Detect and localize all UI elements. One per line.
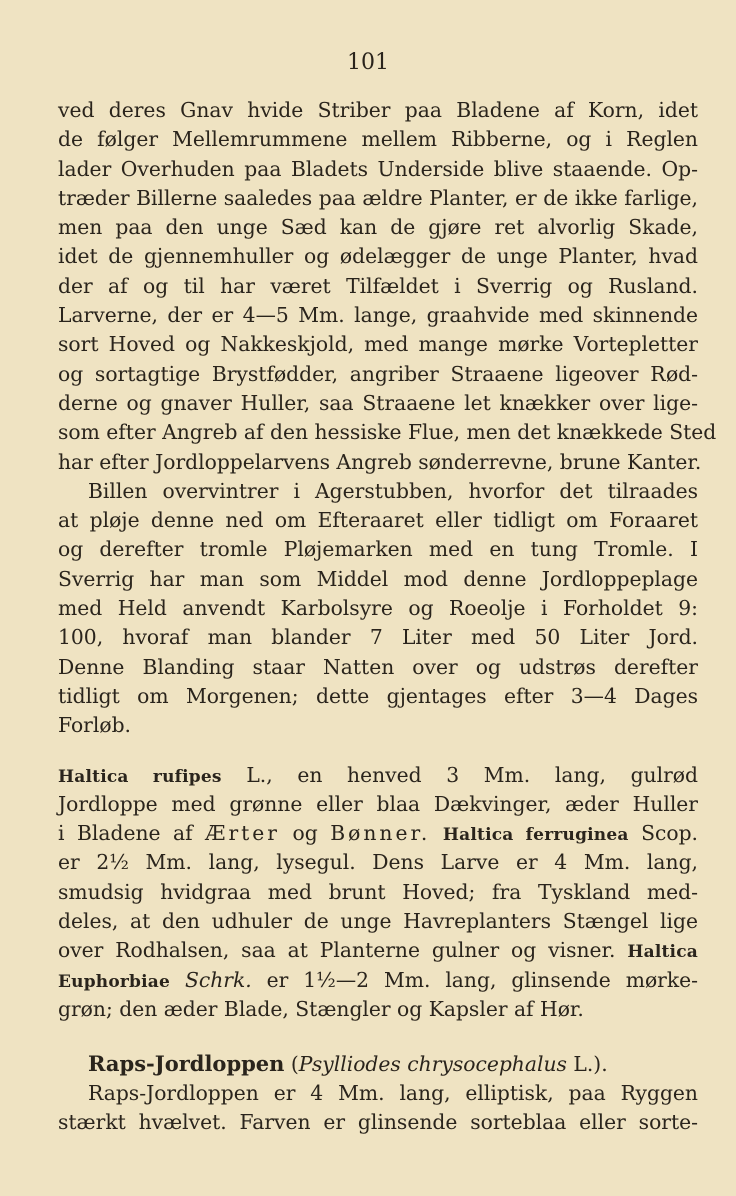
text-line: som efter Angreb af den hessiske Flue, men det knækkede Sted: [58, 420, 717, 445]
paragraph-control: [58, 477, 698, 741]
text-line: [58, 936, 698, 965]
text-line: derne og gnaver Huller, saa Straaene let knækker over lige-: [58, 390, 698, 415]
page-number: 101: [347, 50, 389, 75]
text-line: har efter Jordloppelarvens Angreb sønderrevne, brune Kanter.: [58, 449, 702, 474]
body-text: [58, 96, 717, 1137]
text-line: 100, hvoraf man blander 7 Liter med 50 Liter Jord.: [58, 625, 698, 650]
text-run: L., en henved 3 Mm. lang, gulrød: [221, 762, 698, 787]
text-run: er 1½—2 Mm. lang, glinsende mørke-: [251, 967, 698, 992]
text-run: over Rodhalsen, saa at Planterne gulner og visner.: [58, 938, 616, 963]
species-name: Haltica rufipes: [58, 766, 222, 787]
text-run: Scop.: [628, 821, 699, 846]
text-line: og sortagtige Brystfødder, angriber Straaene ligeover Rød-: [58, 361, 698, 386]
latin-name: Psylliodes chrysocephalus: [298, 1052, 567, 1077]
text-line: Forløb.: [58, 713, 131, 738]
text-line: Sverrig har man som Middel mod denne Jordloppeplage: [58, 566, 698, 591]
spaced-word: Ærter: [205, 821, 280, 846]
text-line: Denne Blanding staar Natten over og udstrøs derefter: [58, 654, 698, 679]
text-line: er 2½ Mm. lang, lysegul. Dens Larve er 4 Mm. lang,: [58, 850, 698, 875]
text-line: Jordloppe med grønne eller blaa Dækvinger, æder Huller: [58, 791, 698, 816]
text-line: [58, 819, 698, 848]
text-line: stærkt hvælvet. Farven er glinsende sorteblaa eller sorte-: [58, 1109, 698, 1134]
species-name: Euphorbiae: [58, 971, 171, 992]
text-line: tidligt om Morgenen; dette gjentages efter 3—4 Dages: [58, 683, 698, 708]
section: [58, 1049, 698, 1137]
text-line: lader Overhuden paa Bladets Underside blive staaende. Op-: [58, 156, 698, 181]
text-line: [58, 966, 698, 995]
spaced-word: Bønner.: [330, 821, 431, 846]
text-line: træder Billerne saaledes paa ældre Planter, er de ikke farlige,: [58, 185, 698, 210]
text-line: og derefter tromle Pløjemarken med en tung Tromle. I: [58, 537, 698, 562]
text-line: men paa den unge Sæd kan de gjøre ret alvorlig Skade,: [58, 215, 698, 240]
species-name: Haltica ferruginea: [442, 825, 629, 846]
text-line: Raps-Jordloppen er 4 Mm. lang, elliptisk, paa Ryggen: [88, 1080, 698, 1105]
species-name: Haltica: [627, 942, 698, 963]
text-line: Larverne, der er 4—5 Mm. lange, graahvide med skinnende: [58, 303, 698, 328]
paragraph-gap: [58, 741, 698, 761]
text-line: deles, at den udhuler de unge Havreplanters Stængel lige: [58, 909, 698, 934]
text-line: smudsig hvidgraa med brunt Hoved; fra Tyskland med-: [58, 879, 698, 904]
text-line: de følger Mellemrummene mellem Ribberne, og i Reglen: [58, 127, 698, 152]
section-title: Raps-Jordloppen: [88, 1051, 285, 1077]
paragraph-continuation: [58, 96, 717, 477]
section-heading: [58, 1049, 698, 1078]
text-line: med Held anvendt Karbolsyre og Roeolje i Forholdet 9:: [58, 596, 698, 621]
paragraph-species: [58, 761, 698, 1025]
section-gap: [58, 1024, 698, 1049]
text-run: i Bladene af: [58, 821, 206, 846]
text-line: at pløje denne ned om Efteraaret eller tidligt om Foraaret: [58, 508, 698, 533]
text-line: sort Hoved og Nakkeskjold, med mange mørke Vortepletter: [58, 332, 698, 357]
author-name: Schrk.: [184, 967, 252, 992]
text-line: ved deres Gnav hvide Striber paa Bladene af Korn, idet: [58, 98, 698, 122]
text-line: Billen overvintrer i Agerstubben, hvorfor det tilraades: [88, 478, 698, 503]
text-line: grøn; den æder Blade, Stængler og Kapsler af Hør.: [58, 996, 584, 1021]
text-run: og: [279, 821, 331, 846]
text-run: L.).: [566, 1052, 608, 1077]
text-line: idet de gjennemhuller og ødelægger de unge Planter, hvad: [58, 244, 698, 269]
text-run: (: [284, 1052, 299, 1077]
text-line: [58, 761, 698, 790]
text-line: der af og til har været Tilfældet i Sverrig og Rusland.: [58, 273, 698, 298]
